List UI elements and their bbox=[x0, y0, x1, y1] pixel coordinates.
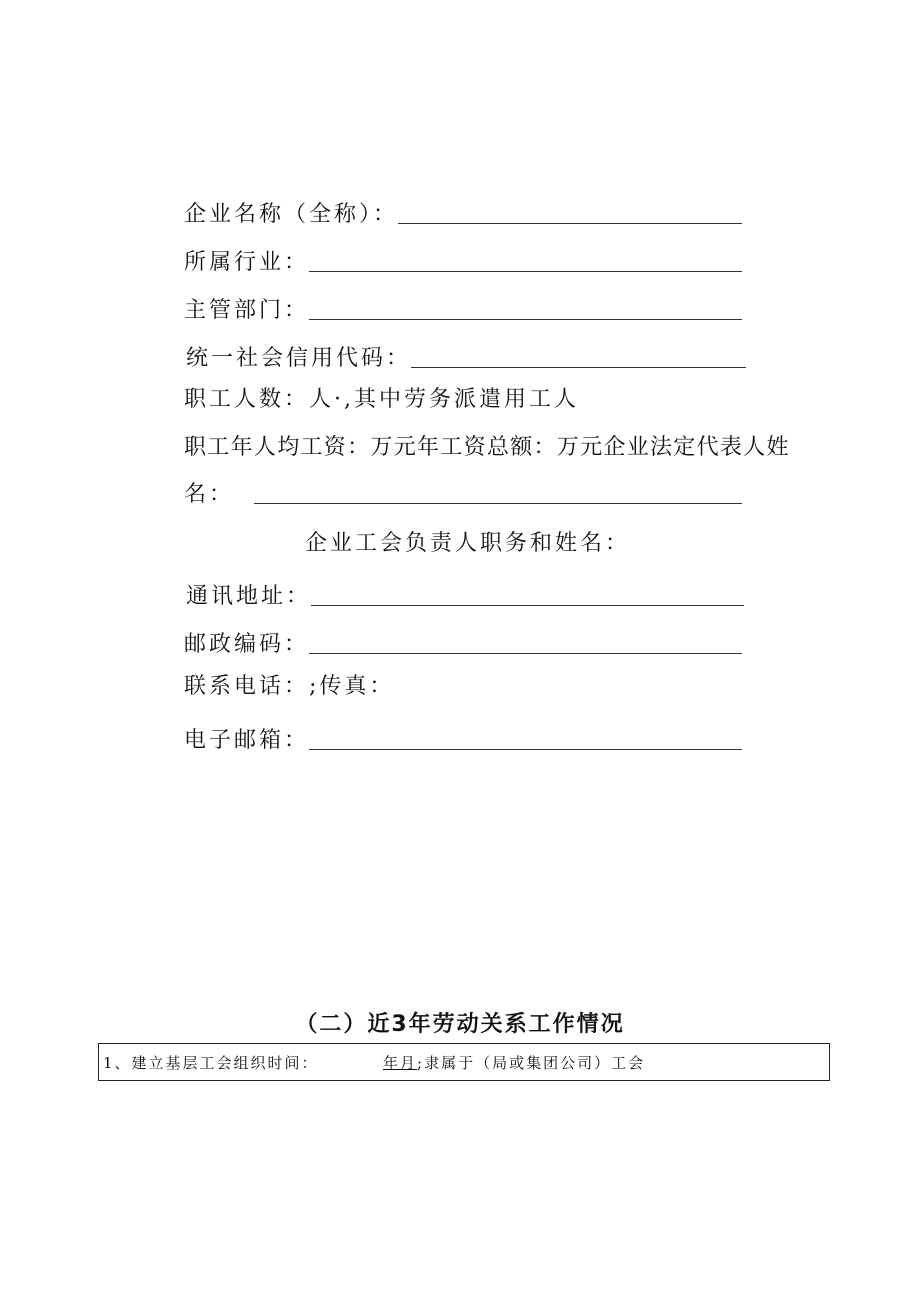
credit-code-field bbox=[186, 334, 746, 370]
company-name-underline[interactable] bbox=[398, 223, 742, 224]
credit-code-underline[interactable] bbox=[411, 367, 746, 368]
address-label: 通讯地址： bbox=[186, 584, 312, 609]
address-underline[interactable] bbox=[311, 605, 744, 606]
industry-underline[interactable] bbox=[309, 271, 742, 272]
section-title: （二）近3年劳动关系工作情况 bbox=[295, 1012, 625, 1037]
industry-field bbox=[184, 238, 742, 274]
department-underline[interactable] bbox=[309, 319, 742, 320]
address-field bbox=[186, 572, 744, 608]
department-field bbox=[184, 286, 742, 322]
union-affiliation-text: ;隶属于（局或集团公司）工会 bbox=[417, 1053, 646, 1072]
email-label: 电子邮箱： bbox=[184, 728, 310, 753]
company-name-label: 企业名称（全称）： bbox=[184, 202, 399, 227]
company-name-field bbox=[184, 190, 742, 226]
union-affiliation-cell bbox=[383, 1052, 645, 1073]
postal-code-field bbox=[184, 620, 742, 656]
wage-text: 职工年人均工资：万元年工资总额：万元企业法定代表人姓 bbox=[184, 435, 790, 460]
legal-rep-label: 名： bbox=[184, 482, 235, 507]
union-head-text: 企业工会负责人职务和姓名： bbox=[305, 531, 631, 556]
legal-rep-field bbox=[184, 470, 742, 506]
legal-rep-underline[interactable] bbox=[254, 503, 742, 504]
postal-code-label: 邮政编码： bbox=[184, 632, 310, 657]
email-underline[interactable] bbox=[309, 749, 742, 750]
union-founding-date[interactable]: 年月 bbox=[383, 1053, 418, 1072]
employee-count-text: 职工人数：人·,其中劳务派遣用工人 bbox=[184, 387, 579, 412]
phone-fax-text: 联系电话：;传真： bbox=[184, 674, 395, 699]
labor-table-row bbox=[98, 1043, 830, 1081]
postal-code-underline[interactable] bbox=[309, 653, 742, 654]
email-field bbox=[184, 716, 742, 752]
industry-label: 所属行业： bbox=[184, 250, 310, 275]
union-founding-label: 1、建立基层工会组织时间： bbox=[103, 1053, 319, 1072]
credit-code-label: 统一社会信用代码： bbox=[186, 346, 412, 371]
department-label: 主管部门： bbox=[184, 298, 310, 323]
